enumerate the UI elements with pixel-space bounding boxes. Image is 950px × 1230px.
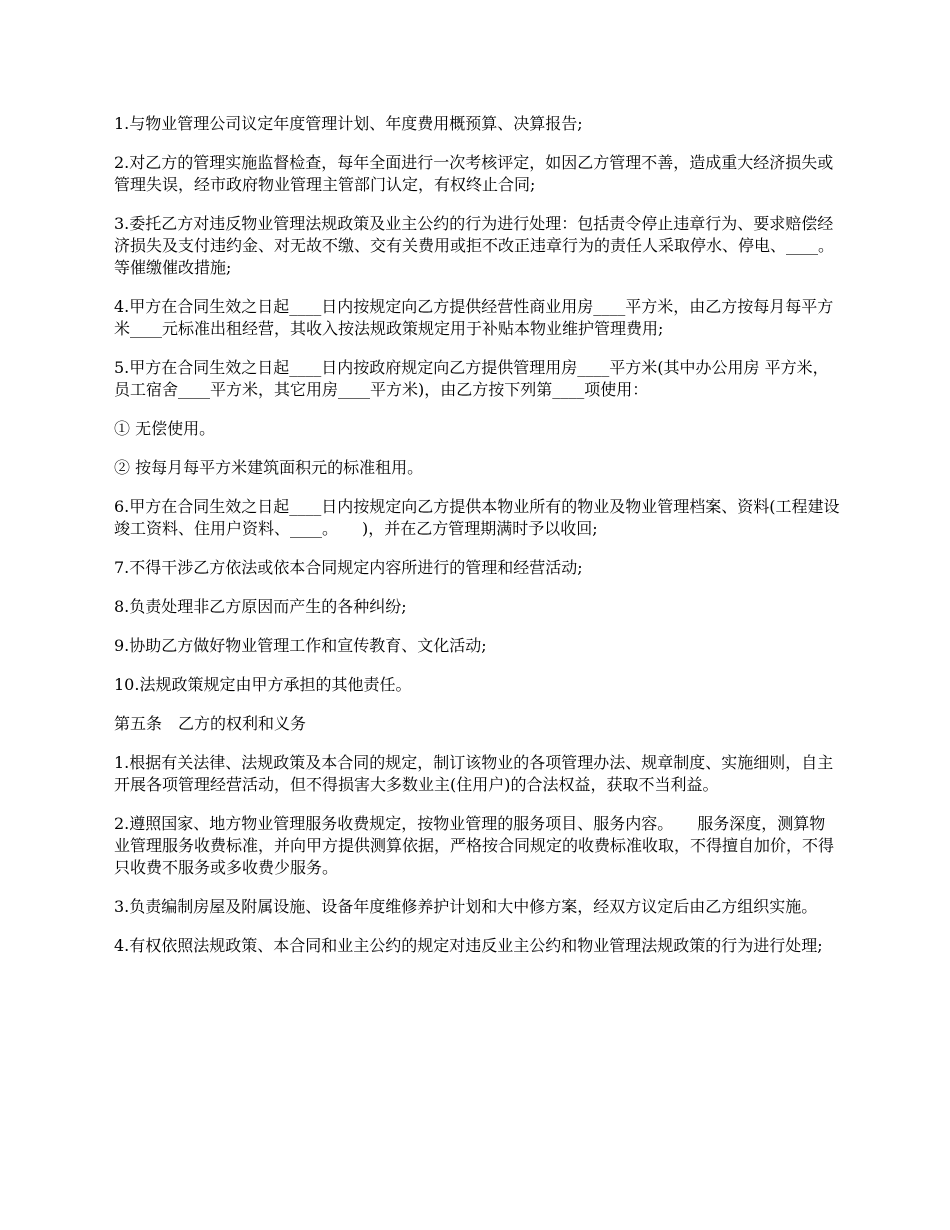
paragraph-2: 2.对乙方的管理实施监督检查，每年全面进行一次考核评定，如因乙方管理不善，造成重大经济损失或管理失误，经市政府物业管理主管部门认定，有权终止合同; (114, 153, 834, 194)
paragraph-option-2: ② 按每月每平方米建筑面积元的标准租用。 (114, 458, 424, 477)
article-5-item-1: 1.根据有关法律、法规政策及本合同的规定，制订该物业的各项管理办法、规章制度、实施细则，自主开展各项管理经营活动，但不得损害大多数业主(住用户)的合法权益，获取不当利益。 (114, 753, 834, 794)
paragraph-4: 4.甲方在合同生效之日起____日内按规定向乙方提供经营性商业用房____平方米，由乙方按每月每平方米____元标准出租经营，其收入按法规政策规定用于补贴本物业维护管理费用; (114, 297, 834, 338)
article-5-item-4: 4.有权依照法规政策、本合同和业主公约的规定对违反业主公约和物业管理法规政策的行为进行处理; (114, 936, 823, 955)
document-body (114, 113, 859, 974)
paragraph-8: 8.负责处理非乙方原因而产生的各种纠纷; (114, 597, 407, 616)
article-5-item-3: 3.负责编制房屋及附属设施、设备年度维修养护计划和大中修方案，经双方议定后由乙方组织实施。 (114, 897, 818, 916)
paragraph-7: 7.不得干涉乙方依法或依本合同规定内容所进行的管理和经营活动; (114, 558, 583, 577)
paragraph-10: 10.法规政策规定由甲方承担的其他责任。 (114, 675, 412, 694)
paragraph-3: 3.委托乙方对违反物业管理法规政策及业主公约的行为进行处理：包括责令停止违章行为、要求赔偿经济损失及支付违约金、对无故不缴、交有关费用或拒不改正违章行为的责任人采取停水、停电、____。 等催缴催改措施; (114, 214, 859, 277)
paragraph-5: 5.甲方在合同生效之日起____日内按政府规定向乙方提供管理用房____平方米(其中办公用房 平方米，员工宿舍____平方米，其它用房____平方米)，由乙方按下列第____项使用： (114, 358, 829, 399)
section-heading-article-5: 第五条 乙方的权利和义务 (114, 714, 307, 733)
paragraph-6: 6.甲方在合同生效之日起____日内按规定向乙方提供本物业所有的物业及物业管理档案、资料(工程建设竣工资料、住用户资料、____。 )，并在乙方管理期满时予以收回; (114, 497, 840, 538)
article-5-item-2: 2.遵照国家、地方物业管理服务收费规定，按物业管理的服务项目、服务内容。 服务深度，测算物业管理服务收费标准，并向甲方提供测算依据，严格按合同规定的收费标准收取，不得擅自加价，不得只收费不服务或多收费少服务。 (114, 814, 835, 877)
paragraph-1: 1.与物业管理公司议定年度管理计划、年度费用概预算、决算报告; (114, 114, 583, 133)
paragraph-9: 9.协助乙方做好物业管理工作和宣传教育、文化活动; (114, 636, 487, 655)
paragraph-option-1: ① 无偿使用。 (114, 419, 216, 438)
